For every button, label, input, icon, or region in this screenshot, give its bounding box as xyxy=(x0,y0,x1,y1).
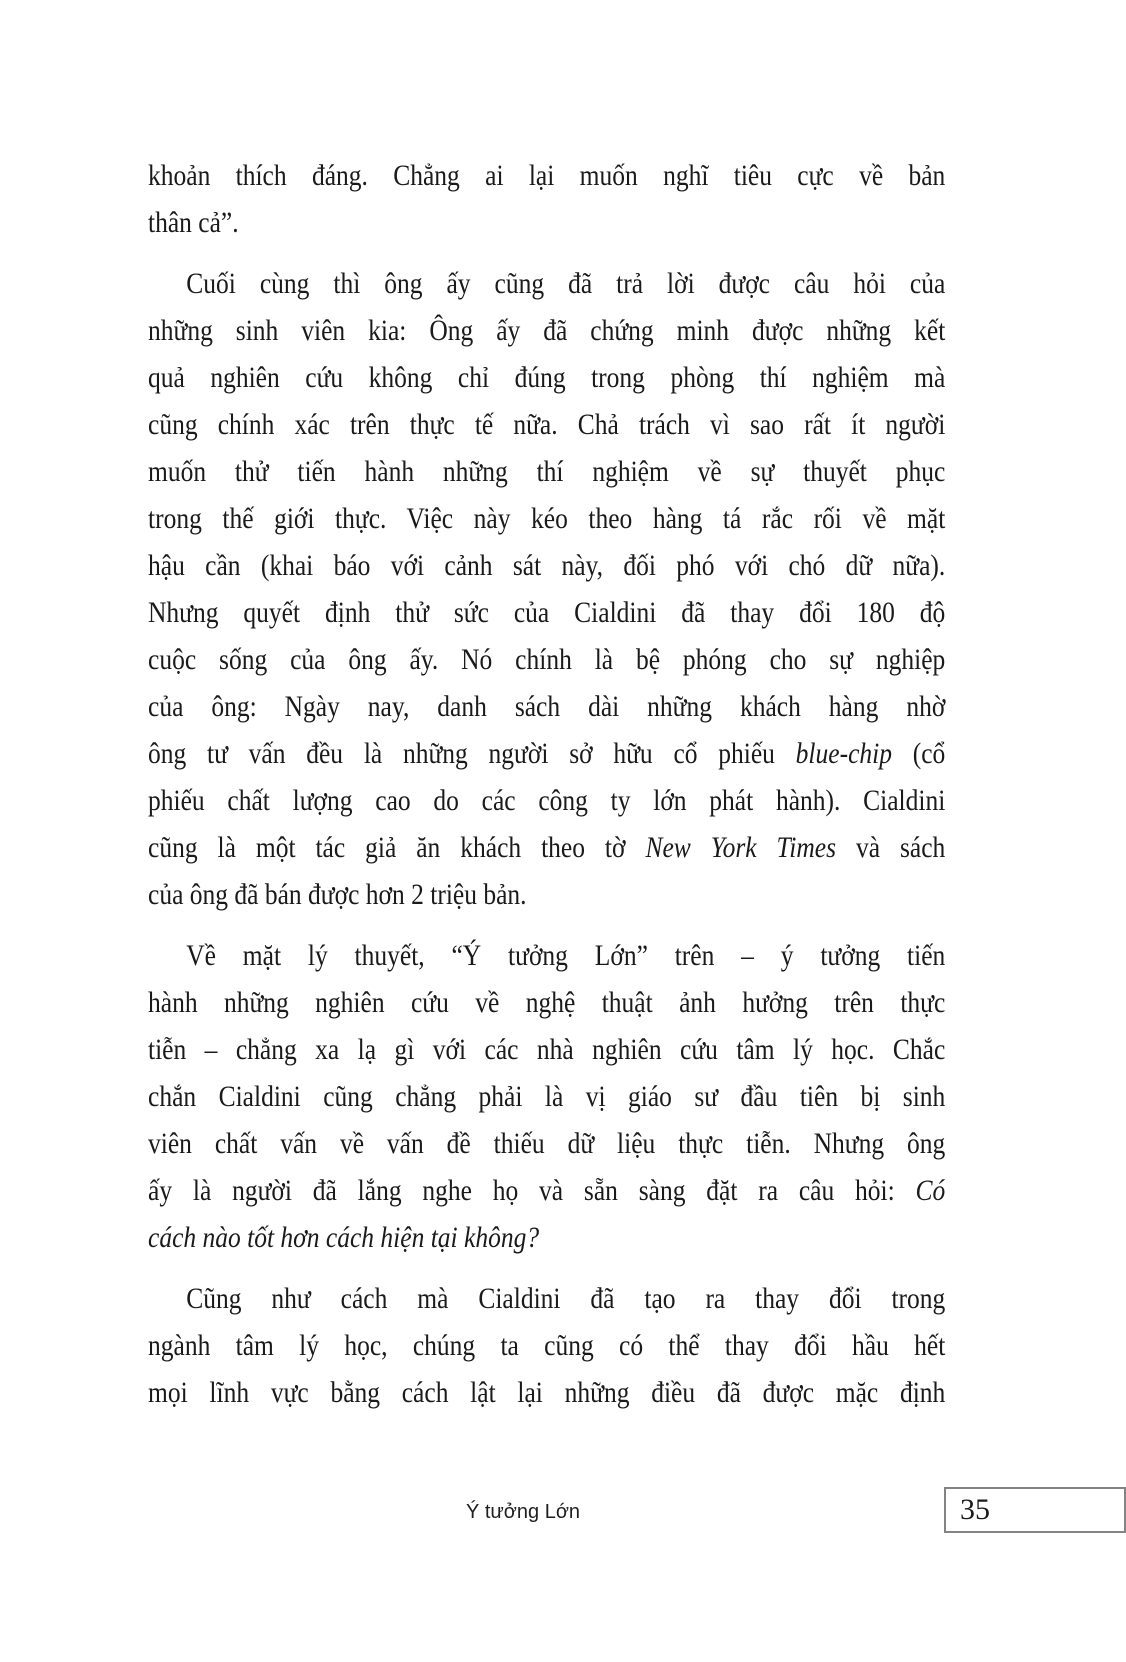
page-number: 35 xyxy=(960,1493,990,1526)
footer xyxy=(148,1498,898,1526)
text-line xyxy=(148,1322,945,1369)
page-number-box xyxy=(944,1487,1126,1533)
paragraph xyxy=(148,1275,1088,1416)
text-segment: Nhưng quyết định thử sức của Cialdini đã thay đổi 180 độ xyxy=(148,596,946,629)
text-line xyxy=(148,307,945,354)
text-line xyxy=(148,824,945,871)
paragraph xyxy=(148,152,1088,246)
text-segment: thân cả”. xyxy=(148,206,239,239)
text-line xyxy=(148,979,945,1026)
text-line xyxy=(148,448,945,495)
text-line xyxy=(148,495,945,542)
text-line xyxy=(148,1073,945,1120)
text-segment: ông tư vấn đều là những người sở hữu cổ phiếu xyxy=(148,737,796,770)
text-segment: tiễn – chẳng xa lạ gì với các nhà nghiên cứu tâm lý học. Chắc xyxy=(148,1033,946,1066)
text-segment: Về mặt lý thuyết, “Ý tưởng Lớn” trên – ý tưởng tiến xyxy=(186,939,946,972)
text-line xyxy=(148,1275,945,1322)
text-line xyxy=(148,1369,945,1416)
text-line xyxy=(148,871,945,918)
text-line xyxy=(148,1120,945,1167)
text-line xyxy=(148,199,945,246)
text-segment: ngành tâm lý học, chúng ta cũng có thể thay đổi hầu hết xyxy=(148,1329,946,1362)
text-line xyxy=(148,260,945,307)
text-line xyxy=(148,683,945,730)
text-segment: và sách xyxy=(836,831,946,864)
text-segment: (cổ xyxy=(891,737,946,770)
text-line xyxy=(148,932,945,979)
text-segment: cuộc sống của ông ấy. Nó chính là bệ phóng cho sự nghiệp xyxy=(148,643,946,676)
text-segment: trong thế giới thực. Việc này kéo theo hàng tá rắc rối về mặt xyxy=(148,502,946,535)
paragraph xyxy=(148,932,1088,1261)
text-line xyxy=(148,542,945,589)
text-segment: muốn thử tiến hành những thí nghiệm về sự thuyết phục xyxy=(148,455,946,488)
text-line xyxy=(148,777,945,824)
italic-text-segment: Có xyxy=(915,1174,946,1207)
text-line xyxy=(148,1026,945,1073)
text-segment: khoản thích đáng. Chẳng ai lại muốn nghĩ tiêu cực về bản xyxy=(148,159,946,192)
text-line xyxy=(148,354,945,401)
text-line xyxy=(148,1167,945,1214)
body-text xyxy=(148,152,1088,1416)
running-title: Ý tưởng Lớn xyxy=(465,1501,581,1523)
italic-text-segment: New York Times xyxy=(645,831,837,864)
text-segment: ấy là người đã lắng nghe họ và sẵn sàng đặt ra câu hỏi: xyxy=(148,1174,916,1207)
text-line xyxy=(148,636,945,683)
text-segment: Cũng như cách mà Cialdini đã tạo ra thay đổi trong xyxy=(186,1282,946,1315)
text-segment: những sinh viên kia: Ông ấy đã chứng minh được những kết xyxy=(148,314,946,347)
italic-text-segment: cách nào tốt hơn cách hiện tại không? xyxy=(148,1221,540,1254)
text-segment: hậu cần (khai báo với cảnh sát này, đối phó với chó dữ nữa). xyxy=(148,549,946,582)
text-segment: phiếu chất lượng cao do các công ty lớn phát hành). Cialdini xyxy=(148,784,946,817)
text-segment: quả nghiên cứu không chỉ đúng trong phòng thí nghiệm mà xyxy=(148,361,946,394)
text-segment: viên chất vấn về vấn đề thiếu dữ liệu thực tiễn. Nhưng ông xyxy=(148,1127,946,1160)
text-line xyxy=(148,152,945,199)
text-line xyxy=(148,401,945,448)
text-segment: của ông: Ngày nay, danh sách dài những khách hàng nhờ xyxy=(148,690,946,723)
paragraph xyxy=(148,260,1088,918)
text-segment: chắn Cialdini cũng chẳng phải là vị giáo sư đầu tiên bị sinh xyxy=(148,1080,946,1113)
text-segment: Cuối cùng thì ông ấy cũng đã trả lời được câu hỏi của xyxy=(186,267,946,300)
italic-text-segment: blue-chip xyxy=(795,737,892,770)
text-segment: hành những nghiên cứu về nghệ thuật ảnh hưởng trên thực xyxy=(148,986,946,1019)
text-segment: cũng là một tác giả ăn khách theo tờ xyxy=(148,831,646,864)
text-line xyxy=(148,589,945,636)
text-segment: mọi lĩnh vực bằng cách lật lại những điều đã được mặc định xyxy=(148,1376,946,1409)
text-segment: cũng chính xác trên thực tế nữa. Chả trách vì sao rất ít người xyxy=(148,408,946,441)
text-line xyxy=(148,730,945,777)
text-segment: của ông đã bán được hơn 2 triệu bản. xyxy=(148,878,527,911)
text-line xyxy=(148,1214,945,1261)
